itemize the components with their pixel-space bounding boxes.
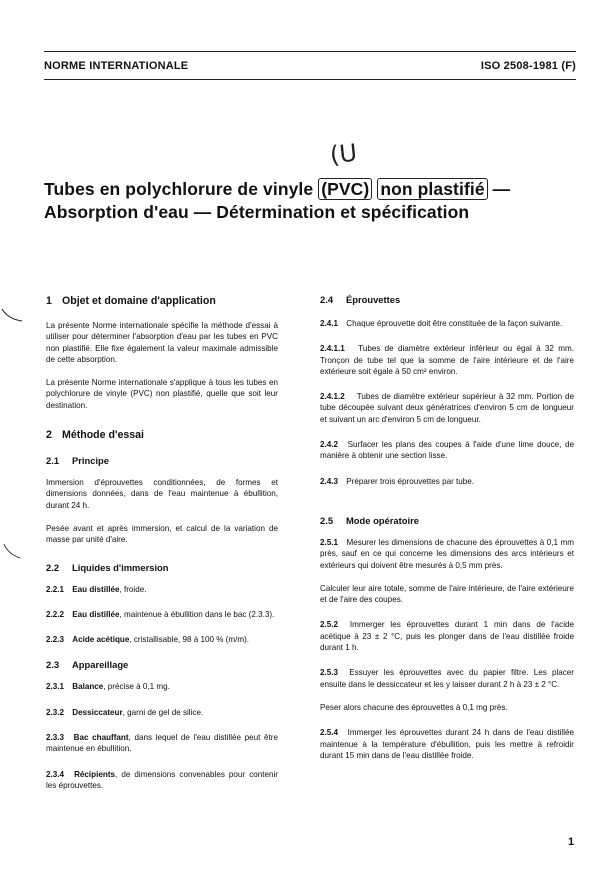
paragraph: Calculer leur aire totale, somme de l'aire intérieure, de l'aire extérieure et de l'aire des coupes.: [320, 583, 574, 605]
document-title: [44, 178, 510, 224]
clause-text: , garni de gel de silice.: [122, 707, 204, 717]
section-title: Méthode d'essai: [62, 429, 144, 442]
page-number: 1: [568, 836, 575, 848]
clause-number: 2.5.1: [320, 537, 339, 547]
subsection-number: 2.1: [46, 455, 60, 467]
subsection-heading: [46, 562, 278, 574]
clause-number: 2.3.1: [46, 682, 65, 692]
subsection-number: 2.4: [320, 294, 334, 305]
clause: [320, 667, 574, 690]
clause: [320, 476, 574, 487]
paragraph: La présente Norme internationale s'applique à tous les tubes en polychlorure de vinyle (PVC) non plastifié, quelle que soit leur destination.: [46, 378, 278, 410]
clause-text: Mesurer les dimensions de chacune des éprouvettes à 0,1 mm près, sauf en ce qui concerne les dimensions des arcs intérieurs et extérieurs qui doivent être mesurés à 0,5 mm près.: [320, 537, 574, 570]
clause-number: 2.3.4: [46, 769, 65, 779]
subsection-heading: [320, 515, 574, 527]
clause-number: 2.5.3: [320, 668, 339, 678]
clause-number: 2.2.3: [46, 635, 65, 645]
clause-text: Chaque éprouvette doit être constituée de la façon suivante.: [346, 319, 563, 328]
clause: [46, 769, 278, 792]
clause-number: 2.3.2: [46, 707, 65, 717]
clause-number: 2.2.2: [46, 609, 65, 619]
handwritten-annotation: (U: [328, 138, 359, 170]
margin-mark-1: [0, 305, 24, 325]
section-number: 2: [46, 429, 52, 442]
subsection-number: 2.3: [46, 659, 60, 671]
paragraph: La présente Norme internationale spécifie la méthode d'essai à utiliser pour déterminer l'absorption d'eau par les tubes en PVC non plastifié. Elle fixe également la valeur maximale admissible de cette absorption.: [46, 321, 278, 364]
clause-number: 2.4.1: [320, 319, 339, 328]
clause-number: 2.5.4: [320, 728, 339, 738]
clause-text: , dans lequel de l'eau distillée peut être maintenue en ébullition.: [46, 733, 279, 754]
title-line-1-text: Tubes en polychlorure de vinyle: [44, 179, 319, 199]
paragraph: Peser alors chacune des éprouvettes à 0,1 mg près.: [320, 702, 508, 712]
paragraph: Immersion d'éprouvettes conditionnées, de formes et dimensions données, dans de l'eau maintenue à ébullition, durant 24 h.: [46, 478, 278, 510]
clause-term: Eau distillée: [72, 584, 120, 594]
clause-text: , précise à 0,1 mg.: [103, 682, 170, 692]
clause: [46, 609, 278, 620]
clause-text: , de dimensions convenables pour contenir les éprouvettes.: [46, 769, 278, 790]
clause-term: Eau distillée: [72, 609, 120, 619]
clause-number: 2.4.1.1: [320, 344, 345, 354]
title-boxed-pvc: (PVC): [318, 178, 372, 200]
header-standard-type: NORME INTERNATIONALE: [44, 60, 189, 72]
title-line-2: Absorption d'eau — Détermination et spécification: [44, 202, 470, 222]
section-2-heading: [46, 428, 278, 442]
subsection-number: 2.5: [320, 514, 334, 526]
subsection-title: Appareillage: [72, 659, 129, 671]
left-column: [46, 294, 278, 791]
title-line-1: [44, 178, 510, 201]
clause: [46, 584, 278, 595]
clause-term: Acide acétique: [72, 635, 130, 645]
subsection-heading: [46, 455, 278, 467]
clause: [320, 391, 574, 425]
clause: [46, 732, 278, 755]
subsection-title: Éprouvettes: [346, 294, 401, 305]
clause-number: 2.4.1.2: [320, 392, 345, 402]
clause-term: Dessiccateur: [72, 707, 123, 717]
right-column: [320, 294, 574, 761]
clause: [46, 681, 278, 692]
clause-number: 2.3.3: [46, 733, 65, 743]
clause-term: Bac chauffant: [73, 733, 129, 743]
clause-term: Récipients: [74, 769, 116, 779]
subsection-title: Mode opératoire: [346, 514, 419, 526]
clause-term: Balance: [72, 682, 104, 692]
title-dash: —: [487, 179, 511, 199]
subsection-heading: [46, 659, 278, 671]
clause-text: Préparer trois éprouvettes par tube.: [346, 476, 475, 486]
clause-text: Surfacer les plans des coupes à l'aide d'une lime douce, de manière à obtenir une section lisse.: [320, 440, 575, 461]
clause: [320, 318, 574, 329]
subsection-heading: [320, 294, 574, 306]
title-boxed-non-plastifie: non plastifié: [377, 178, 487, 200]
clause-text: , froide.: [119, 584, 147, 594]
header-standard-id: ISO 2508-1981 (F): [480, 60, 576, 72]
section-1-heading: [46, 294, 278, 308]
header-bottom-rule: [44, 79, 576, 80]
clause-number: 2.2.1: [46, 584, 65, 594]
clause: [320, 727, 574, 761]
clause-text: , maintenue à ébullition dans le bac (2.3.3).: [119, 609, 275, 619]
section-number: 1: [46, 295, 52, 307]
margin-mark-2: [0, 542, 24, 562]
subsection-title: Liquides d'immersion: [72, 561, 169, 573]
header-top-rule: [44, 51, 576, 52]
clause: [320, 537, 574, 571]
subsection-title: Principe: [72, 455, 109, 467]
paragraph: Pesée avant et après immersion, et calcul de la variation de masse par unité d'aire.: [46, 523, 278, 545]
clause: [320, 439, 574, 462]
clause-text: , cristallisable, 98 à 100 % (m/m).: [129, 635, 250, 645]
section-title: Objet et domaine d'application: [62, 295, 216, 307]
clause-number: 2.5.2: [320, 620, 339, 630]
clause-text: Essuyer les éprouvettes avec du papier filtre. Les placer ensuite dans le dessiccateur et les y laisser durant 2 h à 23 ± 2 °C.: [320, 668, 574, 689]
clause-number: 2.4.3: [320, 476, 339, 486]
clause-number: 2.4.2: [320, 440, 339, 450]
clause-text: Immerger les éprouvettes durant 24 h dans de l'eau distillée maintenue à la température d'ébullition, puis les mettre à refroidir durant 15 min dans de l'eau distillée froide.: [320, 728, 574, 760]
clause-text: Tubes de diamètre extérieur inférieur ou égal à 32 mm. Tronçon de tube tel que la somme de l'aire intérieure et de l'aire extérieure soit égale à 50 cm² environ.: [320, 344, 574, 376]
clause-text: Tubes de diamètre extérieur supérieur à 32 mm. Portion de tube découpée suivant deux génératrices d'environ 5 cm de longueur et suivant un arc d'environ 5 cm de longueur.: [320, 392, 574, 424]
subsection-number: 2.2: [46, 561, 60, 573]
clause: [320, 343, 574, 377]
clause: [46, 707, 278, 718]
clause: [320, 619, 574, 653]
clause: [46, 634, 278, 645]
clause-text: Immerger les éprouvettes durant 1 min dans de l'acide acétique à 23 ± 2 °C, puis les plonger dans de l'eau distillée froide durant 1 h.: [320, 620, 574, 653]
